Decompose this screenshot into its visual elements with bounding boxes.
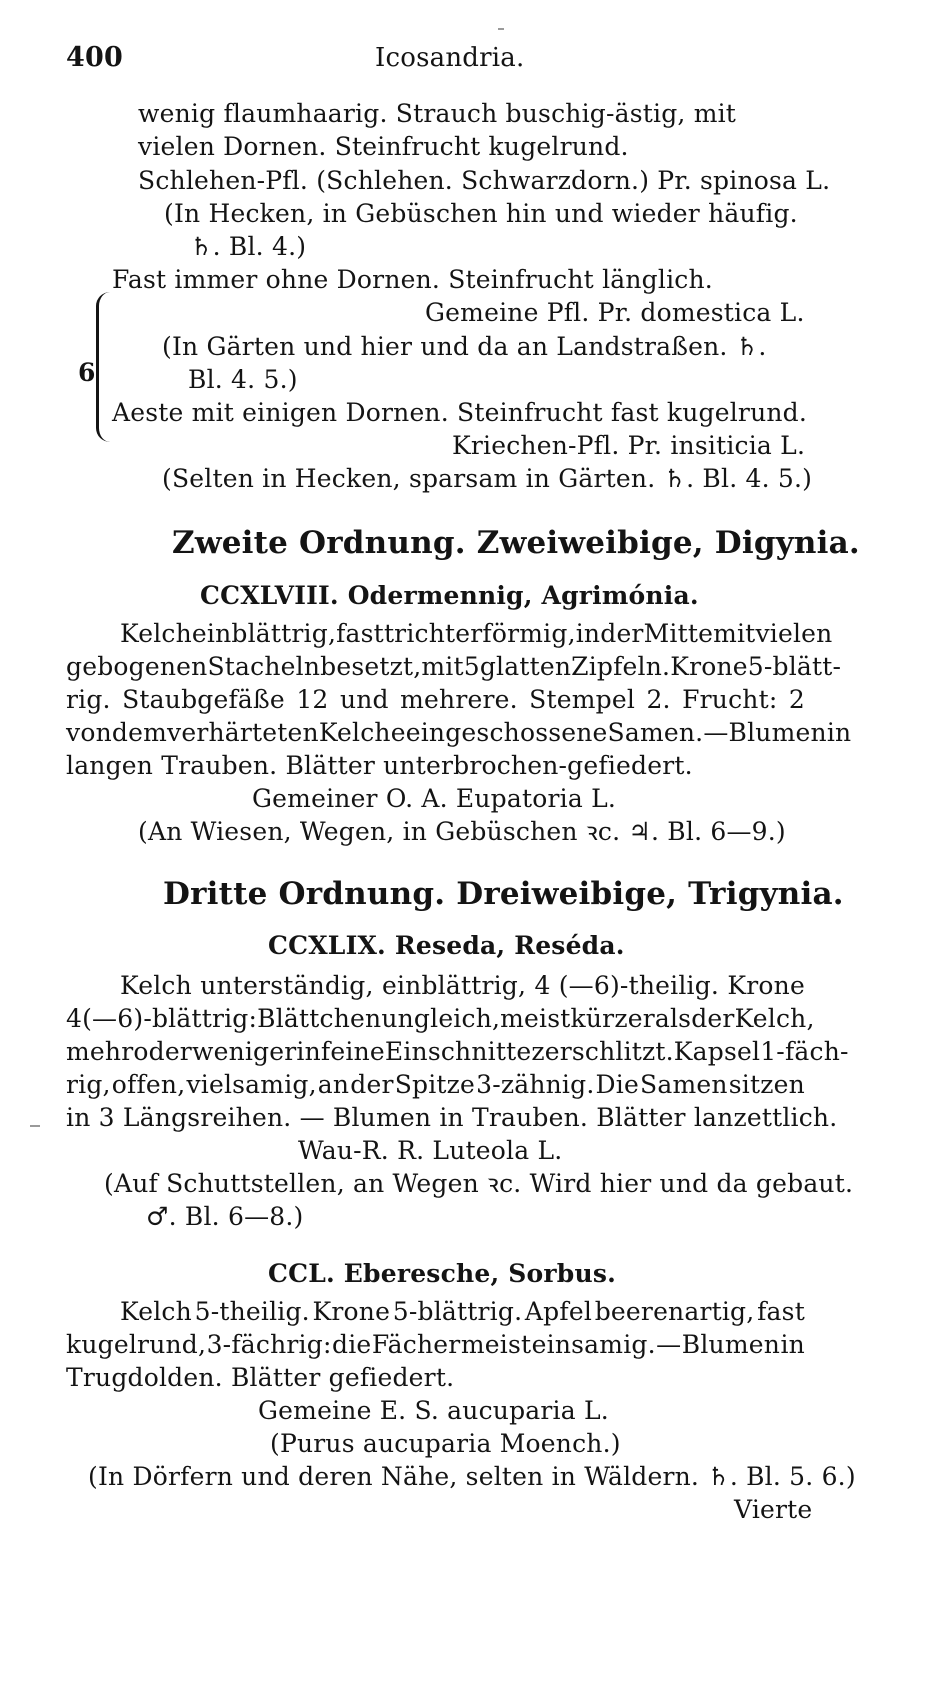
word: Stacheln <box>207 652 321 681</box>
word: und <box>339 685 389 714</box>
word: als <box>654 1004 692 1033</box>
word: fast <box>757 1297 805 1326</box>
word: der <box>350 1070 394 1099</box>
word: 3-fächrig: <box>206 1330 332 1359</box>
text-line <box>66 684 805 716</box>
text-line <box>66 1003 815 1035</box>
species-name: Gemeine E. S. aucuparia L. <box>258 1396 609 1425</box>
synonym-note: (Purus aucuparia Moench.) <box>270 1429 621 1458</box>
species-name: Wau-R. R. Luteola L. <box>298 1136 563 1165</box>
word: 2. <box>646 685 671 714</box>
text-line <box>120 618 833 650</box>
word: rig. <box>66 685 111 714</box>
paper-speck <box>30 1125 40 1127</box>
word: 4(—6)-blättrig: <box>66 1004 258 1033</box>
word: Einschnitte <box>384 1037 532 1066</box>
word: trichterförmig, <box>383 619 576 648</box>
word: — <box>656 1330 682 1359</box>
word: feine <box>320 1037 385 1066</box>
genus-title: CCXLVIII. Odermennig, Agrimónia. <box>200 581 699 610</box>
word: Krone <box>727 971 805 1000</box>
word: Staubgefäße <box>122 685 285 714</box>
word: 4 (—6)-theilig. <box>534 971 720 1000</box>
text-line <box>120 1296 805 1328</box>
word: mit <box>713 619 756 648</box>
word: Spitze <box>394 1070 476 1099</box>
word: mehrere. <box>400 685 518 714</box>
word: 3-zähnig. <box>476 1070 595 1099</box>
word: Kapsel <box>673 1037 761 1066</box>
habitat-note: (Auf Schuttstellen, an Wegen ꝛc. Wird hier und da gebaut. <box>104 1169 854 1198</box>
word: einsamig. <box>531 1330 656 1359</box>
order-heading: Dritte Ordnung. Dreiweibige, Trigynia. <box>163 876 844 912</box>
word: Krone <box>312 1297 391 1326</box>
word: vielen <box>755 619 833 648</box>
word: von <box>66 718 112 747</box>
word: Zipfeln. <box>571 652 671 681</box>
paper-speck <box>498 28 504 30</box>
word: kugelrund, <box>66 1330 207 1359</box>
text-line <box>66 1069 805 1101</box>
word: besetzt, <box>320 652 422 681</box>
word: gebogenen <box>66 652 208 681</box>
word: Krone <box>670 652 748 681</box>
word: einblättrig, <box>381 971 527 1000</box>
word: meist <box>500 1004 571 1033</box>
habitat-note: (In Hecken, in Gebüschen hin und wieder häufig. <box>164 199 798 228</box>
word: kürzer <box>570 1004 655 1033</box>
species-name: Gemeine Pfl. Pr. domestica L. <box>425 298 805 327</box>
genus-title: CCXLIX. Reseda, Reséda. <box>268 931 625 960</box>
word: 5-theilig. <box>194 1297 310 1326</box>
running-title: Icosandria. <box>375 43 525 73</box>
word: mit <box>421 652 464 681</box>
text-line <box>66 1329 805 1361</box>
word: Stempel <box>529 685 636 714</box>
word: Frucht: <box>682 685 778 714</box>
word: Kelch, <box>734 1004 815 1033</box>
habitat-note: (Selten in Hecken, sparsam in Gärten. ♄. Bl. 4. 5.) <box>162 464 813 493</box>
word: verhärteten <box>167 718 319 747</box>
habitat-note: ♂. Bl. 6—8.) <box>146 1202 304 1231</box>
word: eingeschossene <box>405 718 608 747</box>
word: meist <box>460 1330 532 1359</box>
word: 5-blätt- <box>747 652 842 681</box>
key-line: Aeste mit einigen Dornen. Steinfrucht fast kugelrund. <box>112 398 808 427</box>
word: Samen <box>640 1070 728 1099</box>
key-line: Fast immer ohne Dornen. Steinfrucht länglich. <box>112 265 713 294</box>
word: Blättchen <box>257 1004 382 1033</box>
word: 1-fäch- <box>760 1037 849 1066</box>
word: fast <box>336 619 384 648</box>
text-line <box>66 1036 849 1068</box>
word: an <box>317 1070 350 1099</box>
word: dem <box>111 718 167 747</box>
word: 2 <box>788 685 805 714</box>
word: vielsamig, <box>186 1070 317 1099</box>
word: 12 <box>296 685 329 714</box>
text-line <box>66 717 852 749</box>
page-number: 400 <box>66 42 123 73</box>
order-heading: Zweite Ordnung. Zweiweibige, Digynia. <box>172 525 860 561</box>
word: Fächer <box>371 1330 461 1359</box>
word: in <box>780 1330 805 1359</box>
word: Blumen <box>728 718 827 747</box>
word: Mitte <box>643 619 714 648</box>
word: Blumen <box>681 1330 781 1359</box>
habitat-note: (In Gärten und hier und da an Landstraßen. ♄. <box>162 332 767 361</box>
word: die <box>332 1330 372 1359</box>
word: oder <box>133 1037 192 1066</box>
text-line <box>66 651 842 683</box>
word: Kelche <box>318 718 406 747</box>
word: ungleich, <box>381 1004 501 1033</box>
habitat-note: ♄. Bl. 4.) <box>190 232 307 261</box>
catchword: Vierte <box>734 1495 813 1524</box>
text-line: vielen Dornen. Steinfrucht kugelrund. <box>138 132 629 161</box>
word: Kelch <box>120 971 192 1000</box>
word: Die <box>595 1070 639 1099</box>
habitat-note: Bl. 4. 5.) <box>188 365 298 394</box>
word: einblättrig, <box>191 619 337 648</box>
word: in <box>575 619 601 648</box>
word: Apfel <box>524 1297 593 1326</box>
word: glatten <box>479 652 572 681</box>
word: Samen. <box>607 718 704 747</box>
word: der <box>600 619 644 648</box>
text-line: langen Trauben. Blätter unterbrochen-gefiedert. <box>66 751 693 780</box>
species-name: Kriechen-Pfl. Pr. insiticia L. <box>452 431 806 460</box>
word: rig, <box>66 1070 111 1099</box>
text-line <box>120 970 805 1002</box>
word: weniger <box>191 1037 297 1066</box>
species-name: Schlehen-Pfl. (Schlehen. Schwarzdorn.) Pr. spinosa L. <box>138 166 831 195</box>
word: — <box>703 718 729 747</box>
word: unterständig, <box>200 971 374 1000</box>
word: in <box>296 1037 321 1066</box>
key-number: 6 <box>78 358 96 387</box>
habitat-note: (An Wiesen, Wegen, in Gebüschen ꝛc. ♃. Bl. 6—9.) <box>138 817 786 846</box>
word: zerschlitzt. <box>531 1037 674 1066</box>
genus-title: CCL. Eberesche, Sorbus. <box>268 1259 617 1288</box>
species-name: Gemeiner O. A. Eupatoria L. <box>252 784 617 813</box>
word: mehr <box>66 1037 134 1066</box>
word: offen, <box>111 1070 186 1099</box>
word: in <box>826 718 852 747</box>
word: der <box>691 1004 735 1033</box>
text-line: wenig flaumhaarig. Strauch buschig-ästig, mit <box>138 99 737 128</box>
word: Kelch <box>120 1297 192 1326</box>
word: 5-blättrig. <box>392 1297 523 1326</box>
text-line: in 3 Längsreihen. — Blumen in Trauben. Blätter lanzettlich. <box>66 1103 838 1132</box>
habitat-note: (In Dörfern und deren Nähe, selten in Wäldern. ♄. Bl. 5. 6.) <box>88 1462 856 1491</box>
text-line: Trugdolden. Blätter gefiedert. <box>66 1363 455 1392</box>
word: Kelch <box>120 619 192 648</box>
word: beerenartig, <box>594 1297 755 1326</box>
word: sitzen <box>728 1070 805 1099</box>
word: 5 <box>463 652 480 681</box>
